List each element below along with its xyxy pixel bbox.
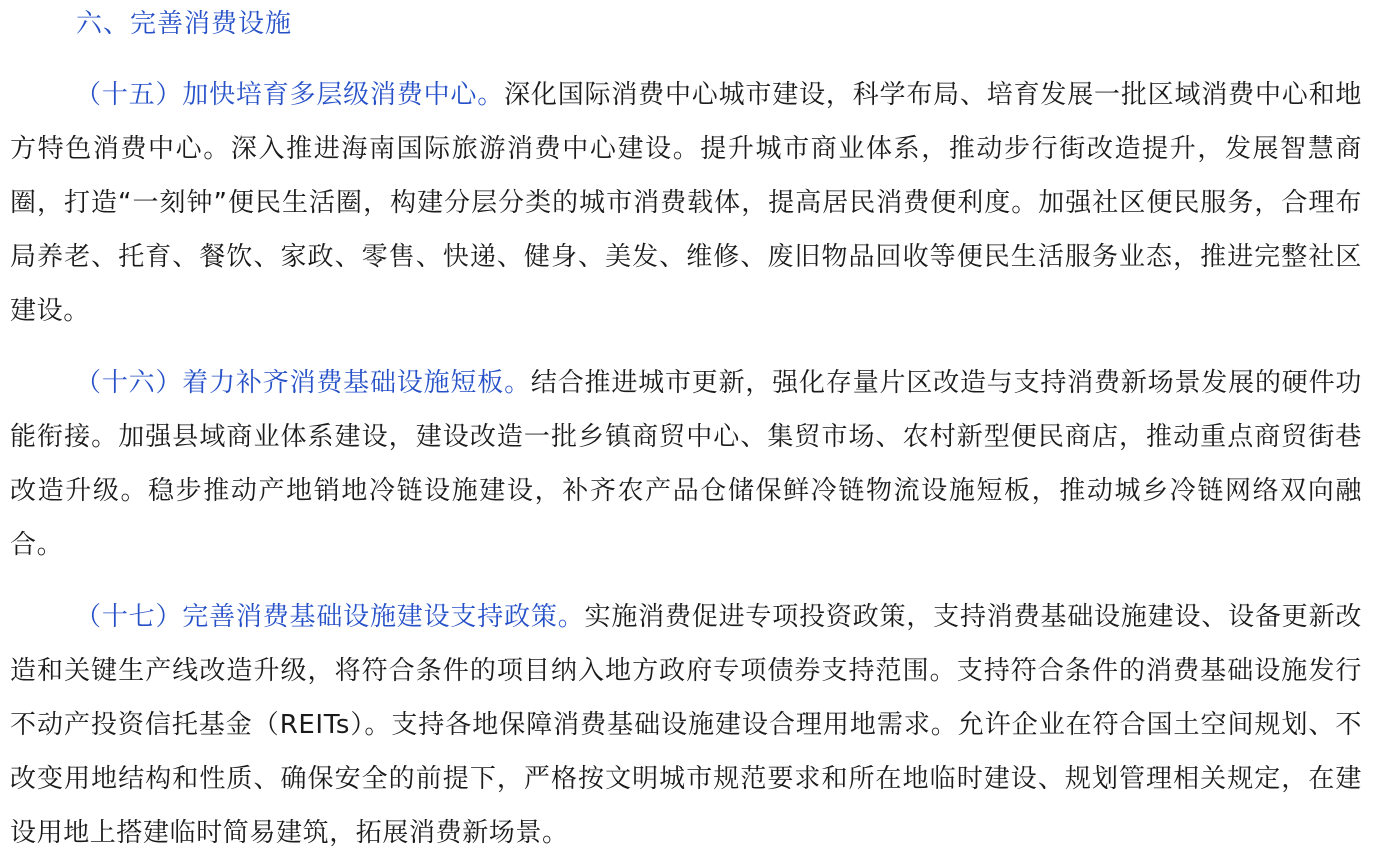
section-title: 六、完善消费设施 (76, 9, 293, 39)
paragraph-15 (10, 68, 1362, 338)
paragraph-17-body: 实施消费促进专项投资政策，支持消费基础设施建设、设备更新改造和关键生产线改造升级，将符合条件的项目纳入地方政府专项债券支持范围。支持符合条件的消费基础设施发行不动产投资信托基金（REITs）。支持各地保障消费基础设施建设合理用地需求。允许企业在符合国土空间规划、不改变用地结构和性质、确保安全的前提下，严格按文明城市规范要求和所在地临时建设、规划管理相关规定，在建设用地上搭建临时简易建筑，拓展消费新场景。 (10, 602, 1363, 848)
paragraph-15-body: 深化国际消费中心城市建设，科学布局、培育发展一批区域消费中心和地方特色消费中心。深入推进海南国际旅游消费中心建设。提升城市商业体系，推动步行街改造提升，发展智慧商圈，打造“一刻钟”便民生活圈，构建分层分类的城市消费载体，提高居民消费便利度。加强社区便民服务，合理布局养老、托育、餐饮、家政、零售、快递、健身、美发、维修、废旧物品回收等便民生活服务业态，推进完整社区建设。 (10, 80, 1362, 326)
document-body (10, 0, 1362, 860)
paragraph-17 (10, 590, 1362, 860)
paragraph-15-lead: （十五）加快培育多层级消费中心。 (75, 80, 505, 110)
paragraph-16 (10, 356, 1362, 572)
paragraph-16-lead: （十六）着力补齐消费基础设施短板。 (75, 368, 531, 398)
paragraph-16-body: 结合推进城市更新，强化存量片区改造与支持消费新场景发展的硬件功能衔接。加强县域商业体系建设，建设改造一批乡镇商贸中心、集贸市场、农村新型便民商店，推动重点商贸街巷改造升级。稳步推动产地销地冷链设施建设，补齐农产品仓储保鲜冷链物流设施短板，推动城乡冷链网络双向融合。 (10, 368, 1362, 560)
paragraph-17-lead: （十七）完善消费基础设施建设支持政策。 (75, 602, 585, 632)
